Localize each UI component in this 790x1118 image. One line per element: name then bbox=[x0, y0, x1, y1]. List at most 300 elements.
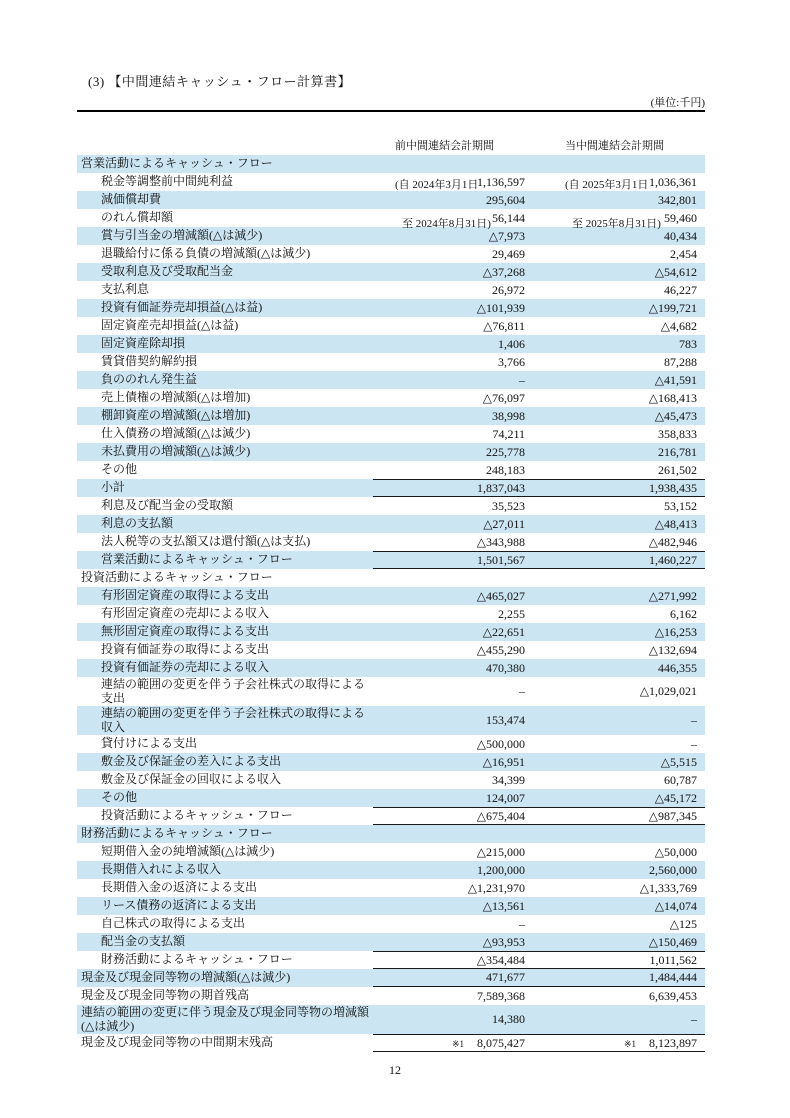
amount-text: 46,227 bbox=[664, 282, 697, 297]
amount-text: 1,011,562 bbox=[649, 952, 697, 967]
cell-value bbox=[540, 515, 705, 533]
amount-text: – bbox=[519, 916, 525, 931]
amount-text: 470,380 bbox=[486, 660, 525, 675]
amount-text: 7,589,368 bbox=[477, 988, 525, 1003]
cell-value bbox=[540, 987, 705, 1005]
cell-value bbox=[540, 317, 705, 335]
row-values bbox=[373, 569, 705, 587]
amount-text: 35,523 bbox=[492, 498, 525, 513]
amount-text: △16,253 bbox=[654, 624, 697, 639]
amount-text: 56,144 bbox=[492, 210, 525, 225]
cell-value bbox=[540, 1035, 705, 1051]
amount-text: △7,973 bbox=[488, 228, 525, 243]
cell-value bbox=[373, 425, 540, 443]
amount-text: △16,951 bbox=[482, 754, 525, 769]
cell-value bbox=[540, 461, 705, 479]
row-label: 賞与引当金の増減額(△は減少) bbox=[101, 228, 263, 243]
cell-value bbox=[540, 952, 705, 968]
table-row bbox=[77, 706, 705, 735]
row-label: 負ののれん発生益 bbox=[101, 372, 198, 387]
amount-text: △76,811 bbox=[483, 318, 525, 333]
cell-value bbox=[373, 771, 540, 789]
row-label: 法人税等の支払額又は還付額(△は支払) bbox=[101, 534, 311, 549]
cell-value bbox=[373, 371, 540, 389]
amount-text: 8,075,427 bbox=[477, 1035, 525, 1050]
table-row bbox=[77, 605, 705, 623]
table-row bbox=[77, 299, 705, 317]
row-values bbox=[373, 807, 705, 825]
cell-value bbox=[540, 789, 705, 807]
row-label: 連結の範囲の変更に伴う現金及び現金同等物の増減額(△は減少) bbox=[81, 1005, 370, 1033]
amount-text: △13,561 bbox=[482, 898, 525, 913]
table-row bbox=[77, 789, 705, 807]
cell-value bbox=[373, 1005, 540, 1034]
amount-text: △482,946 bbox=[648, 534, 697, 549]
row-label: 連結の範囲の変更を伴う子会社株式の取得による収入 bbox=[101, 706, 366, 734]
row-values bbox=[373, 951, 705, 969]
cell-value bbox=[373, 706, 540, 735]
column-header-line: 前中間連結会計期間 bbox=[395, 140, 494, 152]
row-label: 配当金の支払額 bbox=[101, 934, 186, 949]
column-header-current-period bbox=[565, 114, 664, 257]
amount-text: △27,011 bbox=[483, 516, 525, 531]
amount-text: △1,029,021 bbox=[639, 684, 697, 698]
row-label: 短期借入金の純増減額(△は減少) bbox=[101, 844, 275, 859]
amount-text: 1,938,435 bbox=[649, 480, 697, 495]
cell-value bbox=[373, 480, 540, 496]
row-label: 現金及び現金同等物の期首残高 bbox=[81, 988, 250, 1003]
row-label: 支払利息 bbox=[101, 282, 150, 297]
cell-value bbox=[540, 335, 705, 353]
amount-text: 2,560,000 bbox=[649, 862, 697, 877]
row-values bbox=[373, 861, 705, 879]
amount-text: △5,515 bbox=[660, 754, 697, 769]
amount-text: △41,591 bbox=[654, 372, 697, 387]
table-row bbox=[77, 515, 705, 533]
cell-value bbox=[540, 443, 705, 461]
table-row bbox=[77, 263, 705, 281]
amount-text: 225,778 bbox=[486, 444, 525, 459]
cell-value bbox=[540, 623, 705, 641]
row-label: 敷金及び保証金の差入による支出 bbox=[101, 754, 282, 769]
cell-value bbox=[373, 952, 540, 968]
cell-value bbox=[540, 915, 705, 933]
table-row bbox=[77, 933, 705, 951]
cell-value bbox=[540, 425, 705, 443]
row-values bbox=[373, 735, 705, 753]
row-label: 投資有価証券売却損益(△は益) bbox=[101, 300, 263, 315]
row-label: 未払費用の増減額(△は減少) bbox=[101, 444, 251, 459]
cell-value bbox=[373, 735, 540, 753]
amount-text: 471,677 bbox=[486, 970, 525, 984]
amount-text: – bbox=[691, 713, 697, 727]
cell-value bbox=[373, 915, 540, 933]
row-values bbox=[373, 879, 705, 897]
row-values bbox=[373, 825, 705, 843]
amount-text: 1,406 bbox=[498, 336, 525, 351]
amount-text: 87,288 bbox=[664, 354, 697, 369]
amount-text: 1,501,567 bbox=[477, 552, 525, 567]
amount-text: 34,399 bbox=[492, 772, 525, 787]
row-values bbox=[373, 281, 705, 299]
cell-value bbox=[373, 659, 540, 677]
cell-value bbox=[373, 753, 540, 771]
table-row bbox=[77, 677, 705, 706]
row-label: 現金及び現金同等物の増減額(△は減少) bbox=[81, 970, 291, 985]
column-header-line: (自 2025年3月1日 bbox=[565, 179, 649, 191]
amount-text: 342,801 bbox=[658, 192, 697, 207]
table-row bbox=[77, 753, 705, 771]
cell-value bbox=[373, 879, 540, 897]
row-label: 自己株式の取得による支出 bbox=[101, 916, 246, 931]
row-label: 営業活動によるキャッシュ・フロー bbox=[81, 156, 273, 171]
amount-text: △76,097 bbox=[482, 390, 525, 405]
cell-value bbox=[373, 861, 540, 879]
table-row bbox=[77, 861, 705, 879]
amount-text: △1,231,970 bbox=[467, 880, 525, 895]
row-label: 賃貸借契約解約損 bbox=[101, 354, 198, 369]
table-row bbox=[77, 969, 705, 987]
row-label: 財務活動によるキャッシュ・フロー bbox=[81, 826, 273, 841]
amount-text: 38,998 bbox=[492, 408, 525, 423]
table-row bbox=[77, 389, 705, 407]
row-label: 固定資産除却損 bbox=[101, 336, 186, 351]
cell-value bbox=[373, 263, 540, 281]
row-values bbox=[373, 533, 705, 551]
amount-text: 124,007 bbox=[486, 790, 525, 805]
table-row bbox=[77, 659, 705, 677]
cell-value bbox=[373, 335, 540, 353]
cell-value bbox=[540, 969, 705, 986]
amount-text: △37,268 bbox=[482, 264, 525, 279]
cell-value bbox=[373, 605, 540, 623]
table-row bbox=[77, 461, 705, 479]
cell-value bbox=[373, 515, 540, 533]
row-label: 連結の範囲の変更を伴う子会社株式の取得による支出 bbox=[101, 677, 366, 705]
cell-value bbox=[540, 825, 705, 843]
row-label: 貸付けによる支出 bbox=[101, 736, 198, 751]
table-row bbox=[77, 771, 705, 789]
amount-text: 358,833 bbox=[658, 426, 697, 441]
row-values bbox=[373, 605, 705, 623]
amount-text: △45,172 bbox=[654, 790, 697, 805]
amount-text: 8,123,897 bbox=[649, 1035, 697, 1050]
table-row bbox=[77, 843, 705, 861]
cell-value bbox=[373, 897, 540, 915]
row-values bbox=[373, 1034, 705, 1052]
amount-text: △101,939 bbox=[476, 300, 525, 315]
row-label: 固定資産売却損益(△は益) bbox=[101, 318, 239, 333]
cell-value bbox=[373, 281, 540, 299]
amount-text: 60,787 bbox=[664, 772, 697, 787]
table-row bbox=[77, 317, 705, 335]
row-values bbox=[373, 933, 705, 951]
cell-value bbox=[540, 299, 705, 317]
cell-value bbox=[540, 1005, 705, 1034]
amount-text: 295,604 bbox=[486, 192, 525, 207]
amount-text: 2,255 bbox=[498, 606, 525, 621]
unit-note: (単位:千円) bbox=[650, 97, 705, 109]
column-header-line: 至 2025年8月31日) bbox=[572, 218, 661, 230]
table-row bbox=[77, 587, 705, 605]
amount-text: 26,972 bbox=[492, 282, 525, 297]
amount-text: △54,612 bbox=[654, 264, 697, 279]
cell-value bbox=[540, 771, 705, 789]
row-label: 小計 bbox=[101, 480, 126, 495]
row-label: リース債務の返済による支出 bbox=[101, 898, 257, 913]
amount-text: 29,469 bbox=[492, 246, 525, 261]
cell-value bbox=[373, 789, 540, 807]
table-row bbox=[77, 497, 705, 515]
table-row bbox=[77, 1034, 705, 1052]
cell-value bbox=[540, 641, 705, 659]
page-title: (3) 【中間連結キャッシュ・フロー計算書】 bbox=[88, 74, 352, 89]
cell-value bbox=[540, 552, 705, 568]
row-label: その他 bbox=[101, 790, 138, 805]
table-row bbox=[77, 951, 705, 969]
row-values bbox=[373, 843, 705, 861]
cell-value bbox=[540, 263, 705, 281]
row-values bbox=[373, 461, 705, 479]
row-values bbox=[373, 915, 705, 933]
row-values bbox=[373, 987, 705, 1005]
row-values bbox=[373, 353, 705, 371]
amount-text: △14,074 bbox=[654, 898, 697, 913]
row-label: 投資活動によるキャッシュ・フロー bbox=[81, 570, 273, 585]
row-label: その他 bbox=[101, 462, 138, 477]
amount-text: 6,162 bbox=[670, 606, 697, 621]
amount-text: 1,200,000 bbox=[477, 862, 525, 877]
cell-value bbox=[373, 552, 540, 568]
amount-text: 53,152 bbox=[664, 498, 697, 513]
cell-value bbox=[540, 677, 705, 706]
amount-text: △354,484 bbox=[476, 952, 525, 967]
cell-value bbox=[540, 587, 705, 605]
cell-value bbox=[540, 353, 705, 371]
table-body bbox=[77, 155, 705, 1052]
table-row bbox=[77, 533, 705, 551]
row-values bbox=[373, 497, 705, 515]
column-header-line: 至 2024年8月31日) bbox=[402, 218, 491, 230]
amount-text: – bbox=[519, 372, 525, 387]
section-header-row bbox=[77, 825, 705, 843]
cell-value bbox=[373, 623, 540, 641]
row-label: 受取利息及び受取配当金 bbox=[101, 264, 234, 279]
cell-value bbox=[373, 353, 540, 371]
cell-value bbox=[540, 706, 705, 735]
amount-text: 216,781 bbox=[658, 444, 697, 459]
amount-text: – bbox=[519, 684, 525, 698]
amount-text: – bbox=[691, 736, 697, 751]
amount-text: 1,036,361 bbox=[649, 174, 697, 189]
cell-value bbox=[540, 533, 705, 551]
amount-text: △343,988 bbox=[476, 534, 525, 549]
cell-value bbox=[540, 897, 705, 915]
row-values bbox=[373, 587, 705, 605]
row-label: 利息の支払額 bbox=[101, 516, 174, 531]
row-values bbox=[373, 263, 705, 281]
table-row bbox=[77, 371, 705, 389]
amount-text: 1,837,043 bbox=[477, 480, 525, 495]
amount-text: △132,694 bbox=[648, 642, 697, 657]
cell-value bbox=[540, 407, 705, 425]
amount-text: △455,290 bbox=[476, 642, 525, 657]
cell-value bbox=[540, 281, 705, 299]
row-label: 有形固定資産の取得による支出 bbox=[101, 588, 270, 603]
row-label: 投資活動によるキャッシュ・フロー bbox=[101, 808, 293, 823]
cell-value bbox=[540, 879, 705, 897]
cell-value bbox=[540, 808, 705, 824]
table-row bbox=[77, 897, 705, 915]
row-values bbox=[373, 371, 705, 389]
cell-value bbox=[540, 843, 705, 861]
amount-text: 1,484,444 bbox=[649, 970, 697, 984]
table-row bbox=[77, 1005, 705, 1034]
table-row bbox=[77, 807, 705, 825]
row-values bbox=[373, 515, 705, 533]
row-values bbox=[373, 1005, 705, 1034]
row-label: のれん償却額 bbox=[101, 210, 174, 225]
cashflow-table bbox=[77, 110, 705, 1052]
cell-value bbox=[373, 587, 540, 605]
amount-text: 248,183 bbox=[486, 462, 525, 477]
row-values bbox=[373, 753, 705, 771]
row-values bbox=[373, 299, 705, 317]
row-label: 退職給付に係る負債の増減額(△は減少) bbox=[101, 246, 311, 261]
amount-text: △48,413 bbox=[654, 516, 697, 531]
table-row bbox=[77, 987, 705, 1005]
section-header-row bbox=[77, 569, 705, 587]
amount-text: △45,473 bbox=[654, 408, 697, 423]
row-values bbox=[373, 771, 705, 789]
cell-value bbox=[373, 969, 540, 986]
row-values bbox=[373, 897, 705, 915]
cell-value bbox=[540, 933, 705, 951]
amount-text: △500,000 bbox=[476, 736, 525, 751]
table-row bbox=[77, 735, 705, 753]
row-values bbox=[373, 407, 705, 425]
amount-text: – bbox=[691, 1012, 697, 1026]
row-label: 利息及び配当金の受取額 bbox=[101, 498, 234, 513]
column-header-prior-period bbox=[395, 114, 494, 257]
cell-value bbox=[540, 480, 705, 496]
row-label: 有形固定資産の売却による収入 bbox=[101, 606, 270, 621]
amount-text: 153,474 bbox=[486, 713, 525, 727]
table-row bbox=[77, 623, 705, 641]
cell-value bbox=[373, 987, 540, 1005]
cell-value bbox=[373, 389, 540, 407]
table-row bbox=[77, 879, 705, 897]
cell-value bbox=[540, 659, 705, 677]
row-values bbox=[373, 969, 705, 987]
amount-text: △675,404 bbox=[476, 808, 525, 823]
amount-text: 1,136,597 bbox=[477, 174, 525, 189]
row-label: 減価償却費 bbox=[101, 192, 162, 207]
table-row bbox=[77, 551, 705, 569]
amount-text: 40,434 bbox=[664, 228, 697, 243]
cell-value bbox=[373, 533, 540, 551]
row-values bbox=[373, 659, 705, 677]
row-label: 長期借入金の返済による支出 bbox=[101, 880, 258, 895]
cell-value bbox=[540, 735, 705, 753]
cell-value bbox=[540, 371, 705, 389]
cell-value bbox=[540, 861, 705, 879]
row-label: 敷金及び保証金の回収による収入 bbox=[101, 772, 282, 787]
cell-value bbox=[540, 389, 705, 407]
amount-text: 783 bbox=[679, 336, 697, 351]
amount-text: 14,380 bbox=[492, 1012, 525, 1026]
table-row bbox=[77, 641, 705, 659]
row-values bbox=[373, 479, 705, 497]
table-row bbox=[77, 443, 705, 461]
amount-text: △93,953 bbox=[482, 934, 525, 949]
row-values bbox=[373, 641, 705, 659]
row-label: 営業活動によるキャッシュ・フロー bbox=[101, 552, 293, 567]
table-row bbox=[77, 335, 705, 353]
amount-text: △22,651 bbox=[482, 624, 525, 639]
row-values bbox=[373, 706, 705, 735]
table-row bbox=[77, 915, 705, 933]
cell-value bbox=[373, 641, 540, 659]
cell-value bbox=[373, 843, 540, 861]
amount-text: 446,355 bbox=[658, 660, 697, 675]
row-values bbox=[373, 443, 705, 461]
amount-text: 261,502 bbox=[658, 462, 697, 477]
amount-text: 74,211 bbox=[492, 426, 525, 441]
row-values bbox=[373, 789, 705, 807]
row-label: 無形固定資産の取得による支出 bbox=[101, 624, 270, 639]
table-row bbox=[77, 479, 705, 497]
cell-value bbox=[540, 753, 705, 771]
table-row bbox=[77, 353, 705, 371]
cell-value bbox=[373, 461, 540, 479]
row-label: 売上債権の増減額(△は増加) bbox=[101, 390, 251, 405]
amount-text: △987,345 bbox=[648, 808, 697, 823]
amount-text: 3,766 bbox=[498, 354, 525, 369]
row-label: 現金及び現金同等物の中間期末残高 bbox=[81, 1035, 274, 1050]
cell-value bbox=[373, 677, 540, 706]
row-values bbox=[373, 317, 705, 335]
column-header-line: (自 2024年3月1日 bbox=[395, 179, 479, 191]
row-label: 投資有価証券の売却による収入 bbox=[101, 660, 270, 675]
cell-value bbox=[540, 605, 705, 623]
note-reference: ※1 bbox=[451, 1038, 464, 1049]
amount-text: △215,000 bbox=[476, 844, 525, 859]
row-values bbox=[373, 425, 705, 443]
table-row bbox=[77, 425, 705, 443]
cell-value bbox=[373, 808, 540, 824]
row-label: 棚卸資産の増減額(△は増加) bbox=[101, 408, 251, 423]
amount-text: △125 bbox=[669, 916, 697, 931]
amount-text: 6,639,453 bbox=[649, 988, 697, 1003]
row-values bbox=[373, 335, 705, 353]
row-label: 税金等調整前中間純利益 bbox=[101, 174, 234, 189]
cell-value bbox=[540, 569, 705, 587]
cell-value bbox=[373, 407, 540, 425]
amount-text: 2,454 bbox=[670, 246, 697, 261]
cell-value bbox=[373, 933, 540, 951]
table-row bbox=[77, 407, 705, 425]
cell-value bbox=[540, 497, 705, 515]
cell-value bbox=[373, 825, 540, 843]
cell-value bbox=[373, 443, 540, 461]
amount-text: 59,460 bbox=[664, 210, 697, 225]
table-row bbox=[77, 281, 705, 299]
amount-text: △150,469 bbox=[648, 934, 697, 949]
row-values bbox=[373, 677, 705, 706]
row-values bbox=[373, 389, 705, 407]
amount-text: △1,333,769 bbox=[639, 880, 697, 895]
